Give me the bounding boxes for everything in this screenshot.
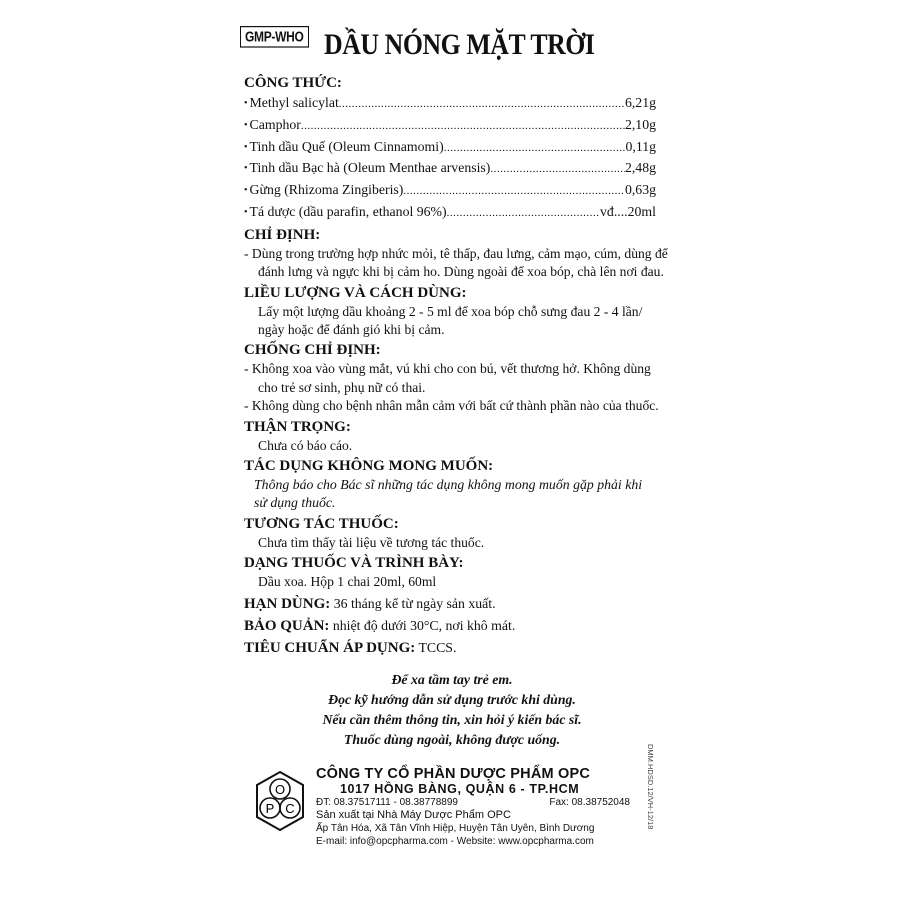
dot-leader: [444, 138, 626, 159]
ingredient-row: [244, 180, 656, 202]
header: [232, 14, 672, 72]
ingredient-name: • Tá dược (dầu parafin, ethanol 96%): [244, 202, 447, 224]
ingredient-row: [244, 158, 656, 180]
ingredient-amount: 6,21g: [624, 95, 656, 110]
ingredient-row: [244, 93, 656, 115]
dot-leader: [339, 94, 625, 115]
contraindication-item: - Không dùng cho bệnh nhân mẫn cảm với bất cứ thành phần nào của thuốc.: [244, 398, 659, 414]
company-address: 1017 HỒNG BÀNG, QUẬN 6 - TP.HCM: [340, 781, 580, 796]
ingredient-row: [244, 115, 656, 137]
ingredient-amount: 0,63g: [624, 182, 656, 198]
factory-line: Sản xuất tại Nhà Máy Dược Phẩm OPC: [316, 808, 511, 821]
ingredient-row: [244, 137, 656, 159]
standard-text: TCCS.: [415, 639, 457, 655]
interactions-heading: TƯƠNG TÁC THUỐC:: [244, 515, 399, 532]
ingredient-name: • Gừng (Rhizoma Zingiberis): [244, 180, 403, 202]
ingredient-amount: 2,48g: [624, 160, 656, 176]
expiry-line: [244, 594, 672, 614]
interactions-text: Chưa tìm thấy tài liệu về tương tác thuốc.: [258, 534, 485, 550]
precautions-heading: THẬN TRỌNG:: [244, 418, 351, 435]
logo-letter: O: [274, 781, 286, 797]
ingredient-name: • Tinh dầu Quế (Oleum Cinnamomi): [244, 137, 444, 159]
company-fax: Fax: 08.38752048: [549, 796, 630, 808]
ingredient-amount: 2,10g: [624, 116, 656, 132]
logo-letter: P: [265, 800, 275, 816]
ingredient-name: • Camphor: [244, 115, 301, 137]
indications-heading: CHỈ ĐỊNH:: [244, 226, 321, 243]
warning-line: Nếu cần thêm thông tin, xin hỏi ý kiến bác sĩ.: [322, 711, 582, 727]
company-phone-row: [316, 796, 630, 809]
dosage-heading: LIỀU LƯỢNG VÀ CÁCH DÙNG:: [244, 284, 467, 301]
storage-line: [244, 616, 672, 636]
expiry-label: HẠN DÙNG:: [244, 595, 331, 612]
dosage-text: Lấy một lượng dầu khoảng 2 - 5 ml để xoa bóp chỗ sưng đau 2 - 4 lần/ ngày hoặc để đánh gió khi bị cảm.: [258, 303, 643, 337]
gmp-badge: GMP-WHO: [240, 26, 309, 48]
contraindication-item: - Không xoa vào vùng mắt, vú khi cho con bú, vết thương hở. Không dùng cho trẻ sơ sinh, phụ nữ có thai.: [244, 361, 651, 395]
side-effects-heading: TÁC DỤNG KHÔNG MONG MUỐN:: [244, 458, 494, 475]
dot-leader: [301, 116, 625, 137]
warning-block: [232, 670, 672, 750]
opc-logo-icon: [254, 770, 306, 832]
leaflet: [232, 14, 672, 886]
ingredient-name: • Methyl salicylat: [244, 93, 339, 115]
indications-text: - Dùng trong trường hợp nhức mỏi, tê thấp, đau lưng, cảm mạo, cúm, dùng để đánh lưng và ngực khi bị cảm ho. Dùng ngoài để xoa bóp, chà lên nơi đau.: [244, 245, 668, 280]
dot-leader: [403, 181, 625, 202]
factory-address: Ấp Tân Hóa, Xã Tân Vĩnh Hiệp, Huyện Tân Uyên, Bình Dương: [316, 822, 595, 834]
ingredient-amount: vđ....20ml: [600, 203, 656, 219]
warning-line: Đọc kỹ hướng dẫn sử dụng trước khi dùng.: [328, 691, 576, 707]
company-footer: [232, 766, 672, 866]
standard-label: TIÊU CHUẨN ÁP DỤNG:: [244, 639, 416, 656]
side-code: DMM.HDSD.12/VH-12/18: [646, 744, 655, 830]
standard-line: [244, 638, 672, 658]
form-heading: DẠNG THUỐC VÀ TRÌNH BÀY:: [244, 555, 464, 572]
form-text: Dầu xoa. Hộp 1 chai 20ml, 60ml: [258, 574, 437, 590]
contraindications-heading: CHỐNG CHỈ ĐỊNH:: [244, 342, 381, 359]
dot-leader: [490, 159, 625, 180]
side-effects-text: Thông báo cho Bác sĩ những tác dụng không mong muốn gặp phải khi sử dụng thuốc.: [254, 477, 643, 511]
company-phone: ĐT: 08.37517111 - 08.38778899: [316, 796, 458, 808]
ingredient-amount: 0,11g: [625, 138, 656, 154]
product-title: DẦU NÓNG MẶT TRỜI: [324, 28, 595, 61]
warning-line: Thuốc dùng ngoài, không được uống.: [343, 731, 561, 747]
company-name: CÔNG TY CỔ PHẦN DƯỢC PHẨM OPC: [316, 765, 591, 782]
expiry-text: 36 tháng kể từ ngày sản xuất.: [330, 595, 496, 611]
company-contact: E-mail: info@opcpharma.com - Website: www.opcpharma.com: [316, 835, 594, 847]
warning-line: Để xa tầm tay trẻ em.: [391, 671, 513, 687]
precautions-text: Chưa có báo cáo.: [258, 437, 353, 453]
formula-heading: CÔNG THỨC:: [244, 75, 342, 91]
ingredient-name: • Tinh dầu Bạc hà (Oleum Menthae arvensis): [244, 158, 490, 180]
storage-text: nhiệt độ dưới 30°C, nơi khô mát.: [329, 617, 516, 633]
dot-leader: [447, 203, 600, 224]
storage-label: BẢO QUẢN:: [244, 617, 330, 634]
company-info: [316, 766, 630, 848]
formula-list: [232, 93, 672, 224]
ingredient-row: [244, 202, 656, 224]
logo-letter: C: [285, 800, 295, 816]
